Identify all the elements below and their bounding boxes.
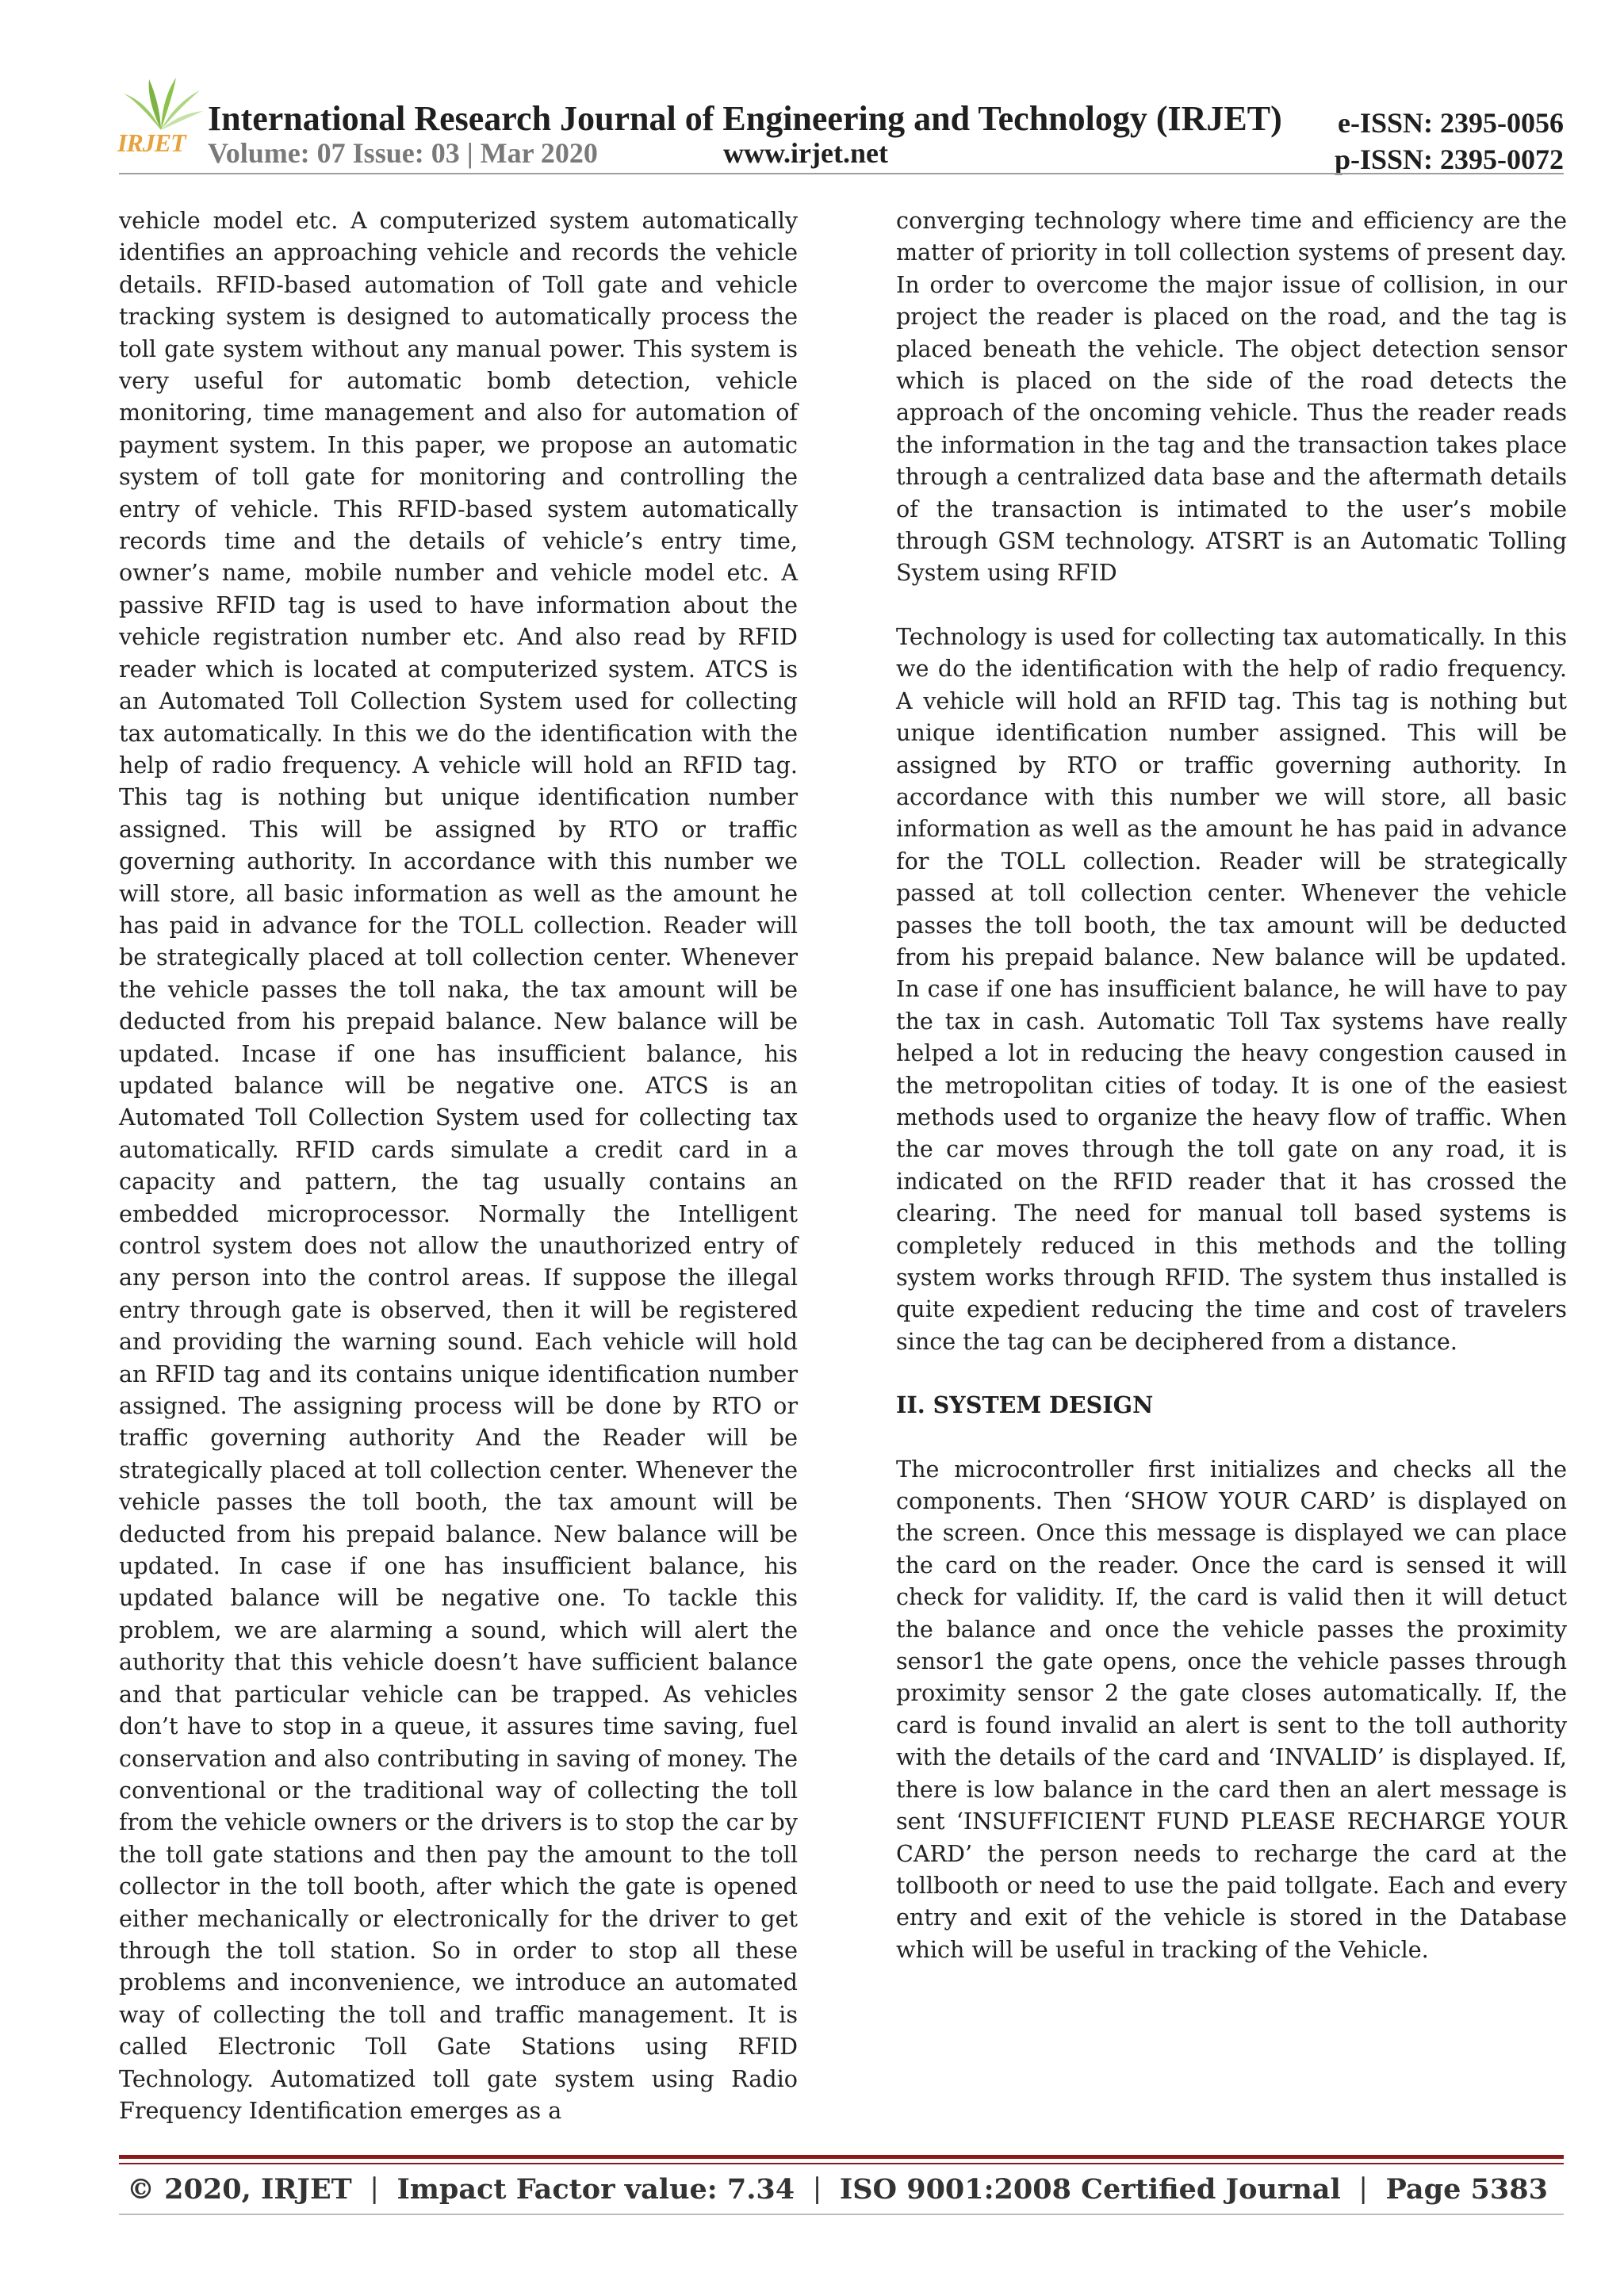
journal-title: International Research Journal of Engineering and Technology (IRJET) — [208, 99, 1282, 138]
impact-factor: Impact Factor value: 7.34 — [396, 2172, 795, 2206]
copyright: © 2020, IRJET — [127, 2172, 352, 2206]
footer-separator: | — [812, 2173, 822, 2205]
journal-website: www.irjet.net — [723, 137, 888, 169]
leaf-logo-icon — [117, 76, 205, 132]
body-paragraph: The microcontroller first initializes and checks all the components. Then ‘SHOW YOUR CARD’ is displayed on the screen. Once this message is displayed we can place the card on the reader. Once the card is sensed it will check for validity. If, the card is valid then it will detuct the balance and once the vehicle passes the proximity sensor1 the gate opens, once the vehicle passes through proximity sensor 2 the gate closes automatically. If, the card is found invalid an alert is sent to the toll authority with the details of the card and ‘INVALID’ is displayed. If, there is low balance in the card then an alert message is sent ‘INSUFFICIENT FUND PLEASE RECHARGE YOUR CARD’ the person needs to recharge the card at the tollbooth or need to use the paid tollgate. Each and every entry and exit of the vehicle is stored in the Database which will be useful in tracking of the Vehicle. — [896, 1455, 1567, 1963]
body-paragraph: vehicle model etc. A computerized system automatically identifies an approaching vehicle and records the vehicle details. RFID-based automation of Toll gate and vehicle tracking system is designed to automatically process the toll gate system without any manual power. This system is very useful for automatic bomb detection, vehicle monitoring, time management and also for automation of payment system. In this paper, we propose an automatic system of toll gate for monitoring and controlling the entry of vehicle. This RFID-based system automatically records time and the details of vehicle’s entry time, owner’s name, mobile number and vehicle model etc. A passive RFID tag is used to have information about the vehicle registration number etc. And also read by RFID reader which is located at computerized system. ATCS is an Automated Toll Collection System used for collecting tax automatically. In this we do the identification with the help of radio frequency. A vehicle will hold an RFID tag. This tag is nothing but unique identification number assigned. This will be assigned by RTO or traffic governing authority. In accordance with this number we will store, all basic information as well as the amount he has paid in advance for the TOLL collection. Reader will be strategically placed at toll collection center. Whenever the vehicle passes the toll naka, the tax amount will be deducted from his prepaid balance. New balance will be updated. Incase if one has insufficient balance, his updated balance will be negative one. ATCS is an Automated Toll Collection System used for collecting tax automatically. RFID cards simulate a credit card in a capacity and pattern, the tag usually contains an embedded microprocessor. Normally the Intelligent control system does not allow the unauthorized entry of any person into the control areas. If suppose the illegal entry through gate is observed, then it will be registered and providing the warning sound. Each vehicle will hold an RFID tag and its contains unique identification number assigned. The assigning process will be done by RTO or traffic governing authority And the Reader will be strategically placed at toll collection center. Whenever the vehicle passes the toll booth, the tax amount will be deducted from his prepaid balance. New balance will be updated. In case if one has insufficient balance, his updated balance will be negative one. To tackle this problem, we are alarming a sound, which will alert the authority that this vehicle doesn’t have sufficient balance and that particular vehicle can be trapped. As vehicles don’t have to stop in a queue, it assures time saving, fuel conservation and also contributing in saving of money. The conventional or the traditional way of collecting the toll from the vehicle owners or the drivers is to stop the car by the toll gate stations and then pay the amount to the toll collector in the toll booth, after which the gate is opened either mechanically or electronically for the driver to get through the toll station. So in order to stop all these problems and inconvenience, we introduce an automated way of collecting the toll and traffic management. It is called Electronic Toll Gate Stations using RFID Technology. Automatized toll gate system using Radio Frequency Identification emerges as a — [119, 207, 798, 2124]
footer-bottom-divider — [119, 2214, 1564, 2215]
issn-block — [1335, 105, 1564, 178]
left-column — [119, 205, 798, 2158]
logo-text: IRJET — [117, 128, 186, 157]
pissn: p-ISSN: 2395-0072 — [1334, 144, 1564, 175]
footer-separator: | — [370, 2173, 379, 2205]
body-paragraph: converging technology where time and efficiency are the matter of priority in toll collection systems of present day. In order to overcome the major issue of collision, in our project the reader is placed on the road, and the tag is placed beneath the vehicle. The object detection sensor which is placed on the side of the road detects the approach of the oncoming vehicle. Thus the reader reads the information in the tag and the transaction takes place through a centralized data base and the aftermath details of the transaction is intimated to the user’s mobile through GSM technology. ATSRT is an Automatic Tolling System using RFID — [896, 207, 1567, 587]
page-footer — [119, 2169, 1564, 2209]
eissn: e-ISSN: 2395-0056 — [1338, 107, 1564, 139]
page-number: Page 5383 — [1385, 2172, 1548, 2206]
iso-certification: ISO 9001:2008 Certified Journal — [839, 2172, 1341, 2206]
footer-divider-thin — [119, 2163, 1564, 2164]
section-heading: II. SYSTEM DESIGN — [896, 1391, 1154, 1419]
volume-issue: Volume: 07 Issue: 03 | Mar 2020 — [208, 137, 598, 169]
journal-logo — [117, 76, 205, 157]
header-divider — [119, 173, 1564, 174]
body-paragraph: Technology is used for collecting tax automatically. In this we do the identification with the help of radio frequency. A vehicle will hold an RFID tag. This tag is nothing but unique identification number assigned. This will be assigned by RTO or traffic governing authority. In accordance with this number we will store, all basic information as well as the amount he has paid in advance for the TOLL collection. Reader will be strategically passed at toll collection center. Whenever the vehicle passes the toll booth, the tax amount will be deducted from his prepaid balance. New balance will be updated. In case if one has insufficient balance, he will have to pay the tax in cash. Automatic Toll Tax systems have really helped a lot in reducing the heavy congestion caused in the metropolitan cities of today. It is one of the easiest methods used to organize the heavy flow of traffic. When the car moves through the toll gate on any road, it is indicated on the RFID reader that it has crossed the clearing. The need for manual toll based systems is completely reduced in this methods and the tolling system works through RFID. The system thus installed is quite expedient reducing the time and cost of travelers since the tag can be deciphered from a distance. — [896, 622, 1567, 1355]
footer-separator: | — [1358, 2173, 1369, 2205]
footer-divider-thick — [119, 2155, 1564, 2159]
right-column — [896, 205, 1567, 1997]
